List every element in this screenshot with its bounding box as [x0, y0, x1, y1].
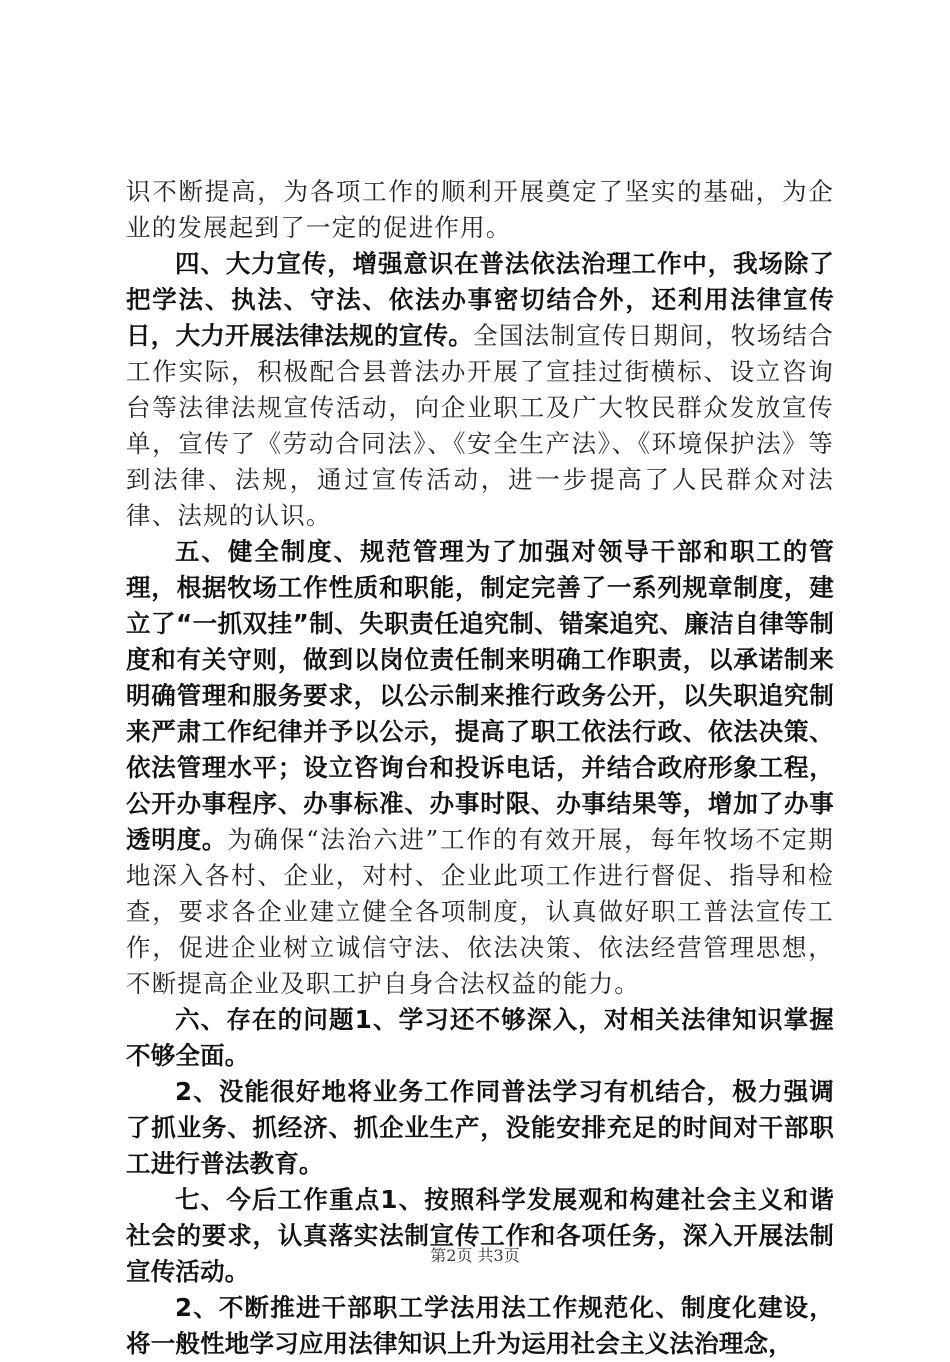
paragraph-text-run: 六、存在的问题1、学习还不够深入，对相关法律知识掌握不够全面。	[126, 1005, 834, 1070]
paragraph-text-run: 五、健全制度、规范管理为了加强对领导干部和职工的管理，根据牧场工作性质和职能，制定完善了一系列规章制度，建立了“一抓双挂”制、失职责任追究制、错案追究、廉洁自律等制度和有关守则，做到以岗位责任制来明确工作职责，以承诺制来明确管理和服务要求，以公示制来推行政务公开，以失职追究制来严肃工作纪律并予以公示，提高了职工依法行政、依法决策、依法管理水平；设立咨询台和投诉电话，并结合政府形象工程，公开办事程序、办事标准、办事时限、办事结果等，增加了办事透明度。	[126, 537, 834, 854]
paragraph-text-run: 为确保“法治六进”工作的有效开展，每年牧场不定期地深入各村、企业，对村、企业此项工作进行督促、指导和检查，要求各企业建立健全各项制度，认真做好职工普法宣传工作，促进企业树立诚信守法、依法决策、依法经营管理思想，不断提高企业及职工护自身合法权益的能力。	[126, 825, 834, 998]
paragraph-text-run: 四、大力宣传，增强意识在普法依法治理工作中，我场除了把学法、执法、守法、依法办事密切结合外，还利用法律宣传日，大力开展法律法规的宣传。	[126, 249, 834, 350]
paragraph	[126, 246, 834, 534]
document-body	[126, 174, 834, 1362]
paragraph-text-run: 2、没能很好地将业务工作同普法学习有机结合，极力强调了抓业务、抓经济、抓企业生产，没能安排充足的时间对干部职工进行普法教育。	[126, 1077, 834, 1178]
paragraph-text-run: 识不断提高，为各项工作的顺利开展奠定了坚实的基础，为企业的发展起到了一定的促进作用。	[126, 177, 834, 242]
paragraph-text-run: 2、不断推进干部职工学法用法工作规范化、制度化建设，将一般性地学习应用法律知识上升为运用社会主义法治理念，	[126, 1293, 834, 1358]
paragraph	[126, 1002, 834, 1074]
paragraph	[126, 1074, 834, 1182]
paragraph	[126, 534, 834, 1002]
paragraph	[126, 174, 834, 246]
paragraph	[126, 1182, 834, 1290]
paragraph	[126, 1290, 834, 1362]
paragraph-text-run: 全国法制宣传日期间，牧场结合工作实际，积极配合县普法办开展了宣挂过街横标、设立咨询台等法律法规宣传活动，向企业职工及广大牧民群众发放宣传单，宣传了《劳动合同法》、《安全生产法》、《环境保护法》等到法律、法规，通过宣传活动，进一步提高了人民群众对法律、法规的认识。	[126, 321, 834, 530]
page-footer: 第2页 共3页	[430, 1246, 520, 1265]
paragraph-text-run: 七、今后工作重点1、按照科学发展观和构建社会主义和谐社会的要求，认真落实法制宣传工作和各项任务，深入开展法制宣传活动。	[126, 1185, 834, 1286]
